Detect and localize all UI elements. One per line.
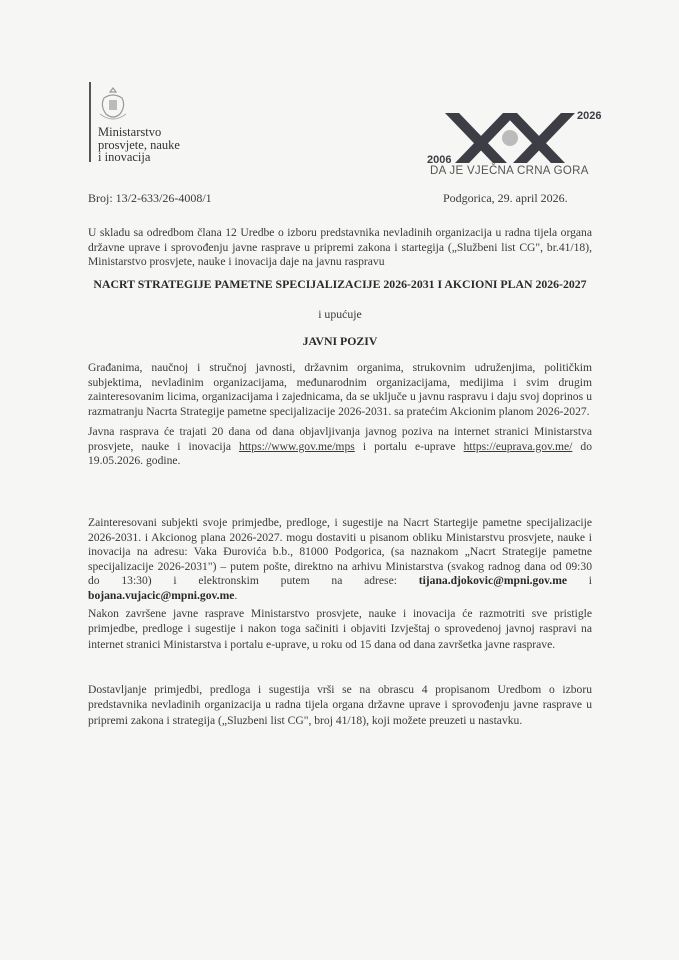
text: Zainteresovani subjekti svoje primjedbe, predloge, i sugestije na Nacrt Startegije pametne specijalizacije 2026-2031. i Akcionog plana 2026-2027. mogu dostaviti u pisanom obliku Ministarstvu prosvjete, nauke i inovacija na adresu: Vaka Đurovića b.b., 81000 Podgorica, (sa naznakom „Nacrt Strategije pametne specijalizacije 2026-2031") – putem pošte, direktno na arhivu Ministarstva (svakog radnog dana od 09:30 do 13:30) i elektronskim putem na adrese: — [88, 516, 592, 588]
ministry-name — [98, 126, 180, 164]
text: . — [234, 588, 238, 602]
paragraph-report: Nakon završene javne rasprave Ministarstvo prosvjete, nauke i inovacija će razmotriti sve pristigle primjedbe, predloge i sugestije i nakon toga sačiniti i objaviti Izvještaj o sprovedenoj javnoj raspravi na internet stranici Ministarstva i portalu e-uprave, u roku od 15 dana od dana završetka javne rasprave. — [88, 607, 592, 651]
text: i — [567, 574, 592, 588]
header-divider — [89, 82, 91, 162]
text: Javna rasprava će trajati 20 dana od dana objavljivanja javnog poziva na internet stranici Ministarstva prosvjete, nauke i inovacija — [88, 425, 592, 453]
email-link-2[interactable]: bojana.vujacic@mpni.gov.me — [88, 588, 235, 602]
coat-of-arms-icon — [96, 84, 130, 124]
intro-paragraph: U skladu sa odredbom člana 12 Uredbe o izboru predstavnika nevladinih organizacija u radna tijela organa državne uprave i sprovođenju javne rasprave u pripremi zakona i startegija („Službeni list CG", br.41/18), Ministarstvo prosvjete, nauke i inovacija daje na javnu raspravu — [88, 226, 592, 269]
place-date: Podgorica, 29. april 2026. — [443, 191, 568, 205]
ministry-line: prosvjete, nauke — [98, 137, 180, 152]
reference-number: Broj: 13/2-633/26-4008/1 — [88, 191, 212, 205]
document-title: NACRT STRATEGIJE PAMETNE SPECIJALIZACIJE 2026-2031 I AKCIONI PLAN 2026-2027 — [93, 277, 587, 291]
paragraph-submission — [88, 516, 592, 604]
paragraph-form: Dostavljanje primjedbi, predloga i sugestija vrši se na obrascu 4 propisanom Uredbom o izboru predstavnika nevladinih organizacija u radna tijela organa državne uprave i sprovođenju javne rasprave u pripremi zakona i strategija („Sluzbeni list CG", broj 41/18), koji možete preuzeti u nastavku. — [88, 683, 592, 727]
euprava-link[interactable]: https://euprava.gov.me/ — [463, 439, 573, 453]
paragraph-invitation: Građanima, naučnoj i stručnoj javnosti, državnim organima, strukovnim udruženjima, političkim subjektima, nevladinim organizacijama, međunarodnim organizacijama, medijima i svim drugim zainteresovanim licima, organizacijama i zajednicama, da se uključe u javnu raspravu i daju svoj doprinos u razmatranju Nacrta Strategije pametne specijalizacije 2026-2031. sa pratećim Akcionim planom 2026-2027. — [88, 361, 592, 418]
paragraph-duration — [88, 425, 592, 469]
email-link-1[interactable]: tijana.djokovic@mpni.gov.me — [418, 574, 568, 588]
text: do 19.05.2026. godine. — [88, 439, 592, 468]
ministry-line: Ministarstvo — [98, 125, 162, 139]
ministry-line: i inovacija — [98, 150, 151, 164]
logo-year-end: 2026 — [577, 110, 602, 122]
logo-year-start: 2006 — [427, 154, 452, 166]
document-subtitle: JAVNI POZIV — [302, 334, 378, 348]
logo-tagline: DA JE VJEČNA CRNA GORA — [430, 165, 589, 177]
gov-me-link[interactable]: https://www.gov.me/mps — [239, 439, 355, 453]
text: i portalu e-uprave — [354, 439, 464, 453]
upucuje-text: i upućuje — [318, 307, 362, 321]
